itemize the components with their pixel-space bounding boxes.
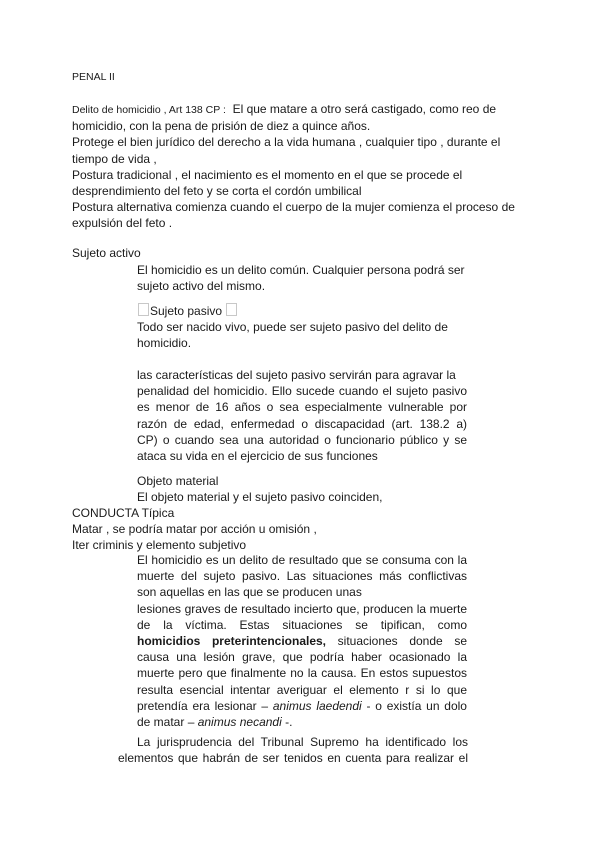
jurisprudencia-section [118, 734, 468, 766]
document-heading: PENAL II [72, 71, 115, 83]
sujeto-activo-body [137, 262, 467, 294]
intro-line-4: tiempo de vida , [72, 151, 157, 166]
objeto-material-line-1: El objeto material y el sujeto pasivo coinciden, [137, 490, 383, 505]
jurisprudencia-line-2: elementos que habrán de ser tenidos en cuenta para realizar el [118, 751, 468, 766]
conducta-section [72, 505, 472, 554]
sujeto-pasivo-title-line [137, 303, 467, 319]
sujeto-activo-title: Sujeto activo [72, 246, 141, 260]
agravantes-line-2: penalidad del homicidio. Ello sucede cuando el sujeto pasivo [137, 384, 467, 399]
resultado-line-9: resulta esencial intentar averiguar el elemento r si lo que [137, 682, 467, 697]
agravantes-section [137, 367, 467, 464]
preterintencionales-term: homicidios preterintencionales, [137, 634, 327, 649]
animus-necandi-term: animus necandi [197, 715, 282, 730]
objeto-material-title: Objeto material [137, 474, 219, 488]
intro-line-1 [72, 101, 532, 118]
intro-line-7: Postura alternativa comienza cuando el cuerpo de la mujer comienza el proceso de [72, 200, 515, 215]
intro-section [72, 101, 532, 232]
resultado-line-4: lesiones graves de resultado incierto que, producen la muerte [137, 601, 467, 616]
intro-line-3: Protege el bien jurídico del derecho a la vida humana , cualquier tipo , durante el [72, 135, 501, 150]
animus-laedendi-term: animus laedendi [272, 698, 362, 713]
intro-line-2: homicidio, con la pena de prisión de diez a quince años. [72, 119, 371, 134]
article-definition: El que matare a otro será castigado, como reo de [232, 102, 497, 116]
sujeto-pasivo-section [137, 303, 467, 352]
sujeto-activo-line-2: sujeto activo del mismo. [137, 279, 266, 294]
intro-line-8: expulsión del feto . [72, 216, 173, 231]
sujeto-activo-line-1: El homicidio es un delito común. Cualquier persona podrá ser [137, 263, 465, 277]
resultado-line-7: causa una lesión grave, que podría haber ocasionado la [137, 650, 467, 665]
resultado-line-8: muerte pero que finalmente no la causa. En estos supuestos [137, 666, 467, 681]
agravantes-line-4: razón de edad, enfermedad o discapacidad (art. 138.2 a) [137, 416, 467, 431]
article-label: Delito de homicidio , Art 138 CP : [72, 104, 226, 116]
sujeto-pasivo-line-1: Todo ser nacido vivo, puede ser sujeto pasivo del delito de [137, 320, 448, 335]
resultado-line-1: El homicidio es un delito de resultado que se consuma con la [137, 553, 467, 567]
resultado-line-6: homicidios preterintencionales, situaciones donde se [137, 634, 467, 649]
objeto-material-section [137, 473, 467, 505]
intro-line-5: Postura tradicional , el nacimiento es el momento en el que se procede el [72, 167, 463, 182]
sujeto-pasivo-line-2: homicidio. [137, 336, 192, 351]
resultado-line-2: muerte del sujeto pasivo. Las situaciones más conflictivas [137, 569, 467, 584]
intro-line-6: desprendimiento del feto y se corta el cordón umbilical [72, 184, 362, 199]
conducta-line-1: Matar , se podría matar por acción u omisión , [72, 522, 317, 537]
resultado-line-11: de matar – animus necandi -. [137, 715, 293, 730]
resultado-line-3: son aquellas en las que se producen unas [137, 585, 362, 600]
placeholder-box-icon [138, 303, 149, 316]
placeholder-box-icon [226, 303, 237, 316]
conducta-line-2: Iter criminis y elemento subjetivo [72, 538, 247, 553]
conducta-title: CONDUCTA Típica [72, 506, 175, 520]
sujeto-pasivo-title: Sujeto pasivo [150, 304, 223, 318]
resultado-line-10: pretendía era lesionar – animus laedendi - o existía un dolo [137, 698, 467, 713]
resultado-line-5: de la víctima. Estas situaciones se tipifican, como [137, 617, 467, 632]
resultado-section [137, 552, 467, 730]
agravantes-line-1: las características del sujeto pasivo servirán para agravar la [137, 368, 456, 382]
agravantes-line-5: CP) o cuando sea una autoridad o funcionario público y se [137, 432, 467, 447]
agravantes-line-3: es menor de 16 años o sea especialmente vulnerable por [137, 400, 467, 415]
agravantes-line-6: ataca su vida en el ejercicio de sus funciones [137, 449, 378, 464]
jurisprudencia-line-1: La jurisprudencia del Tribunal Supremo ha identificado los [137, 735, 468, 749]
